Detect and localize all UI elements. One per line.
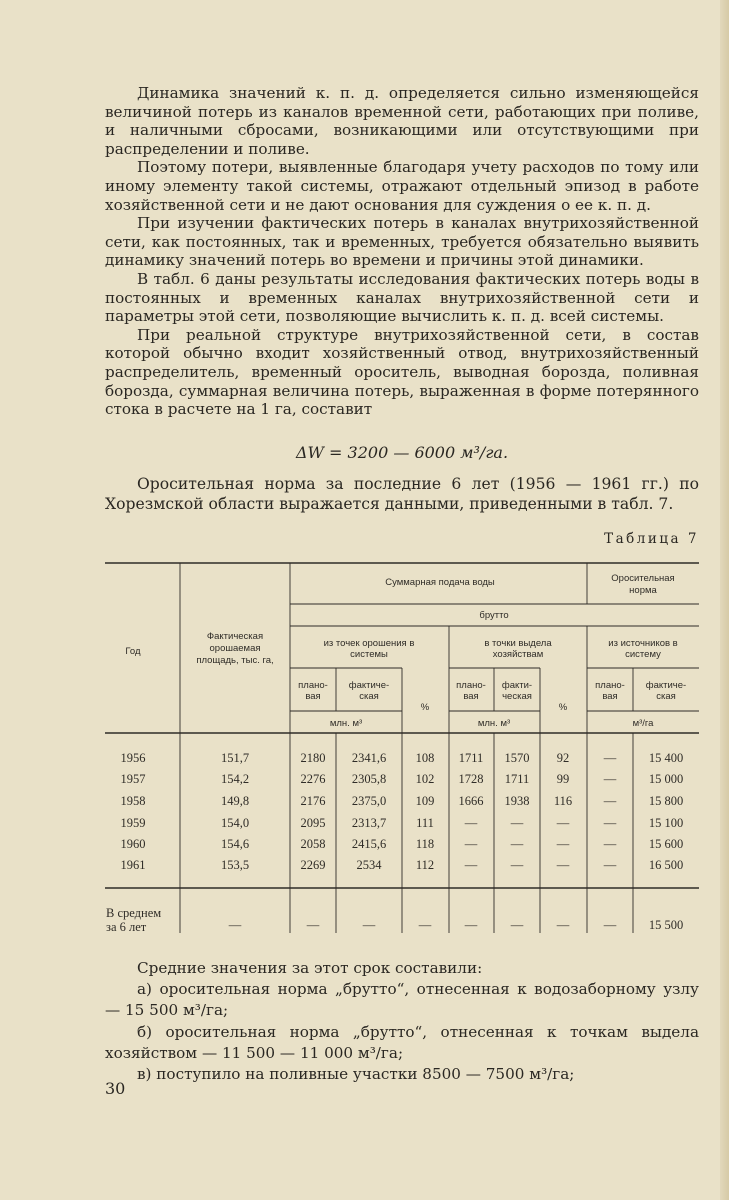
table-cell: — [464,837,478,851]
table-cell: 2305,8 [351,772,387,786]
table-cell: 1961 [120,858,146,872]
table-cell: — [464,858,478,872]
table-cell: 151,7 [220,751,250,765]
table-cell: 1570 [504,751,530,765]
header-actual: ческая [502,691,532,702]
table-cell: — [603,751,617,765]
table-cell: 15 400 [648,751,684,765]
header-actual: ская [359,691,379,702]
header-unit: млн. м³ [329,718,363,729]
header-brutto: брутто [479,610,509,621]
header-unit: млн. м³ [477,718,511,729]
header-year: Год [125,646,141,657]
table-cell: — [603,816,617,830]
table-cell: 154,0 [220,816,250,830]
table-cell: — [603,837,617,851]
paragraph: б) оросительная норма „брутто“, отнесенная к точкам выдела хозяйством — 11 500 — 11 000 м³/га; [105,1022,699,1062]
paragraph: В табл. 6 даны результаты исследования фактических потерь воды в постоянных и временных каналах внутрихозяйственной сети и параметры этой сети, позволяющие вычислить к. п. д. всей системы. [105,269,699,326]
table-cell: 15 000 [648,772,684,786]
header-from-sources: систему [625,649,661,660]
table-cell: 1728 [458,772,484,786]
table-cell: 2313,7 [351,816,387,830]
table-cell: 1956 [120,751,146,765]
table-cell: 1960 [120,837,146,851]
header-actual: факти- [501,680,533,691]
table-cell: — [510,858,524,872]
table-cell-average: — [362,918,376,932]
table-cell: 15 800 [648,794,684,808]
header-area: орошаемая [209,643,261,654]
table-cell: 2176 [300,794,326,808]
table-cell: 1666 [458,794,484,808]
header-planned: плано- [298,680,328,691]
table-cell: 2269 [300,858,326,872]
table-cell: 1711 [504,772,530,786]
header-planned: вая [305,691,321,702]
header-planned: плано- [595,680,625,691]
table-cell: 2180 [300,751,326,765]
table-caption: Таблица 7 [604,531,699,547]
table-cell: 16 500 [648,858,684,872]
table-cell: 102 [415,772,435,786]
table-cell-average: — [603,918,617,932]
header-irrigation-norm: Оросительная [611,573,675,584]
table-cell: 154,6 [220,837,250,851]
header-to-farms: хозяйствам [492,649,544,660]
table-cell: 15 100 [648,816,684,830]
formula: ΔW = 3200 — 6000 м³/га. [295,443,509,462]
table-cell-average: — [306,918,320,932]
table-cell-average: — [510,918,524,932]
table-cell: 2415,6 [351,837,387,851]
table-cell-average: — [556,918,570,932]
table-cell: 149,8 [220,794,250,808]
table-cell: 2341,6 [351,751,387,765]
table-cell-average: — [464,918,478,932]
table-cell: 153,5 [220,858,250,872]
table-cell: — [556,837,570,851]
header-area: Фактическая [206,631,264,642]
header-planned: вая [463,691,479,702]
paragraph: Средние значения за этот срок составили: [137,959,483,977]
table-cell: — [603,858,617,872]
table-cell: 2095 [300,816,326,830]
header-irrigation-norm: норма [629,585,657,596]
table-cell: — [510,837,524,851]
header-area: площадь, тыс. га, [196,655,274,666]
table-cell: — [556,816,570,830]
table-cell: 112 [415,858,435,872]
paragraph: При изучении фактических потерь в каналах внутрихозяйственной сети, как постоянных, так и временных, требуется обязательно выявить динамику значений потерь во времени и причины этой динамики. [105,214,699,270]
table-cell: 2058 [300,837,326,851]
header-to-farms: в точки выдела [484,638,552,649]
table-cell: 118 [415,837,435,851]
header-percent: % [420,702,430,713]
header-actual: ская [656,691,676,702]
header-actual: фактиче- [348,680,390,691]
table-cell: 92 [556,751,570,765]
table-cell: — [510,816,524,830]
table-cell: 1711 [458,751,484,765]
page-number: 30 [105,1079,126,1098]
table-cell: 15 600 [648,837,684,851]
average-label: за 6 лет [106,920,147,934]
table-cell: 1938 [504,794,530,808]
table-cell: — [603,772,617,786]
paragraph: Динамика значений к. п. д. определяется сильно изменяющейся величиной потерь из каналов временной сети, работающих при поливе, и наличными сбросами, возникающими или отсутствующими при распределении и поливе. [105,84,699,158]
table-cell: 154,2 [220,772,250,786]
paragraph: Поэтому потери, выявленные благодаря учету расходов по тому или иному элементу такой системы, отражают отдельный эпизод в работе хозяйственной сети и не дают основания для суждения о ее к. п. д. [105,158,699,214]
table-cell: 1959 [120,816,146,830]
header-total-supply: Суммарная подача воды [385,577,495,588]
table-cell: 2375,0 [351,794,387,808]
paragraph: в) поступило на поливные участки 8500 — 7500 м³/га; [137,1065,575,1084]
table-cell: 108 [415,751,435,765]
table-cell-average: — [228,918,242,932]
table-cell: — [556,858,570,872]
table-cell-average: 15 500 [648,918,684,932]
header-actual: фактиче- [645,680,687,691]
header-to-points: из точек орошения в [323,638,415,649]
table-cell: — [603,794,617,808]
table-cell-average: — [418,918,432,932]
table-cell: — [464,816,478,830]
header-to-points: системы [350,649,388,660]
paragraph: Оросительная норма за последние 6 лет (1956 — 1961 гг.) по Хорезмской области выражается данными, приведенными в табл. 7. [105,475,699,513]
table-cell: 99 [556,772,570,786]
header-percent: % [558,702,568,713]
body-text-bottom [105,958,699,1085]
table-cell: 2276 [300,772,326,786]
table-cell: 109 [415,794,435,808]
header-planned: вая [602,691,618,702]
table-cell: 111 [416,816,434,830]
paragraph: а) оросительная норма „брутто“, отнесенная к водозаборному узлу — 15 500 м³/га; [105,980,699,1020]
header-planned: плано- [456,680,486,691]
header-unit: м³/га [632,718,654,729]
table-cell: 1958 [120,794,146,808]
average-label: В среднем [106,906,162,920]
header-from-sources: из источников в [608,638,678,649]
table-cell: 116 [553,794,573,808]
paragraph: При реальной структуре внутрихозяйственной сети, в состав которой обычно входит хозяйственный отвод, внутрихозяйственный распределитель, временный ороситель, выводная борозда, поливная борозда, суммарная величина потерь, выраженная в форме потерянного стока в расчете на 1 га, составит [105,325,699,419]
table-cell: 1957 [120,772,146,786]
table-cell: 2534 [356,858,382,872]
